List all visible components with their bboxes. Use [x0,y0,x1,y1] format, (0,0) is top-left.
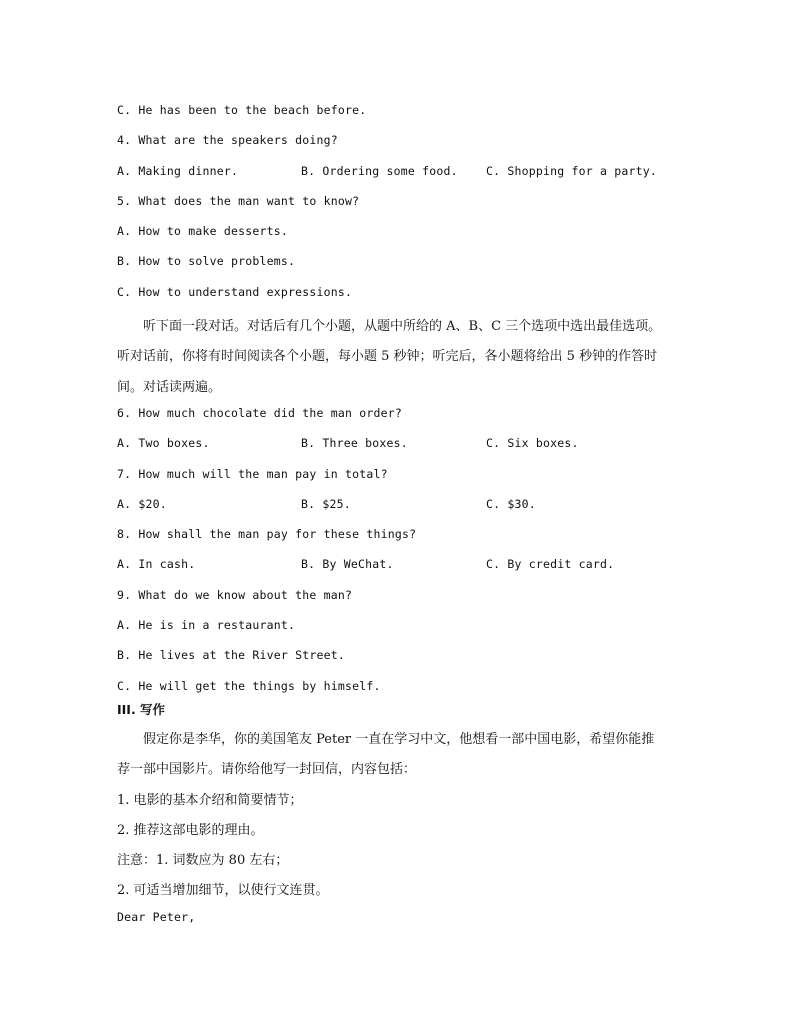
writing-point-1: 1. 电影的基本介绍和简要情节； [117,792,303,808]
question-4-options [117,161,687,191]
q6-option-b: B. Three boxes. [301,436,408,451]
prompt-line-2: 荐一部中国影片。请你给他写一封回信，内容包括： [117,762,417,778]
question-7-options [117,494,687,524]
q7-option-a: A. $20. [117,496,167,511]
q5-option-a: A. How to make desserts. [117,224,288,239]
exam-page [117,100,687,937]
q3-option-c: C. He has been to the beach before. [117,103,367,117]
letter-greeting: Dear Peter, [117,909,196,924]
q9-option-a: A. He is in a restaurant. [117,618,296,633]
instruction-line-1: 听下面一段对话。对话后有几个小题，从题中所给的 A、B、C 三个选项中选出最佳选项。 [143,319,662,335]
listening-instructions [117,312,687,403]
question-9: 9. What do we know about the man? [117,587,353,602]
prompt-line-1: 假定你是李华，你的美国笔友 Peter 一直在学习中文，他想看一部中国电影，希望你能推 [143,731,655,747]
q8-option-c: C. By credit card. [486,557,615,572]
q6-option-c: C. Six boxes. [486,436,579,451]
q4-option-b: B. Ordering some food. [301,163,458,178]
q4-option-c: C. Shopping for a party. [486,163,657,178]
q7-option-b: B. $25. [301,496,351,511]
q8-option-a: A. In cash. [117,557,196,572]
q4-option-a: A. Making dinner. [117,163,239,178]
question-8-options [117,554,687,584]
question-8: 8. How shall the man pay for these things? [117,527,417,542]
q8-option-b: B. By WeChat. [301,557,394,572]
q9-option-c: C. He will get the things by himself. [117,678,381,693]
q6-option-a: A. Two boxes. [117,436,210,451]
writing-note-1: 注意：1. 词数应为 80 左右； [117,853,289,869]
question-7: 7. How much will the man pay in total? [117,466,388,481]
writing-prompt [117,725,687,907]
instruction-line-2: 听对话前，你将有时间阅读各个小题，每小题 5 秒钟；听完后，各小题将给出 5 秒钟的作答时 [117,349,658,365]
q5-option-b: B. How to solve problems. [117,254,296,269]
question-4: 4. What are the speakers doing? [117,133,338,148]
writing-point-2: 2. 推荐这部电影的理由。 [117,822,264,838]
instruction-line-3: 间。对话读两遍。 [117,379,222,395]
q9-option-b: B. He lives at the River Street. [117,648,345,663]
question-5: 5. What does the man want to know? [117,193,360,208]
question-6-options [117,433,687,463]
q7-option-c: C. $30. [486,496,536,511]
section-heading-writing: III. 写作 [117,701,166,717]
question-6: 6. How much chocolate did the man order? [117,405,402,420]
writing-note-2: 2. 可适当增加细节，以使行文连贯。 [117,883,329,899]
q5-option-c: C. How to understand expressions. [117,284,353,299]
